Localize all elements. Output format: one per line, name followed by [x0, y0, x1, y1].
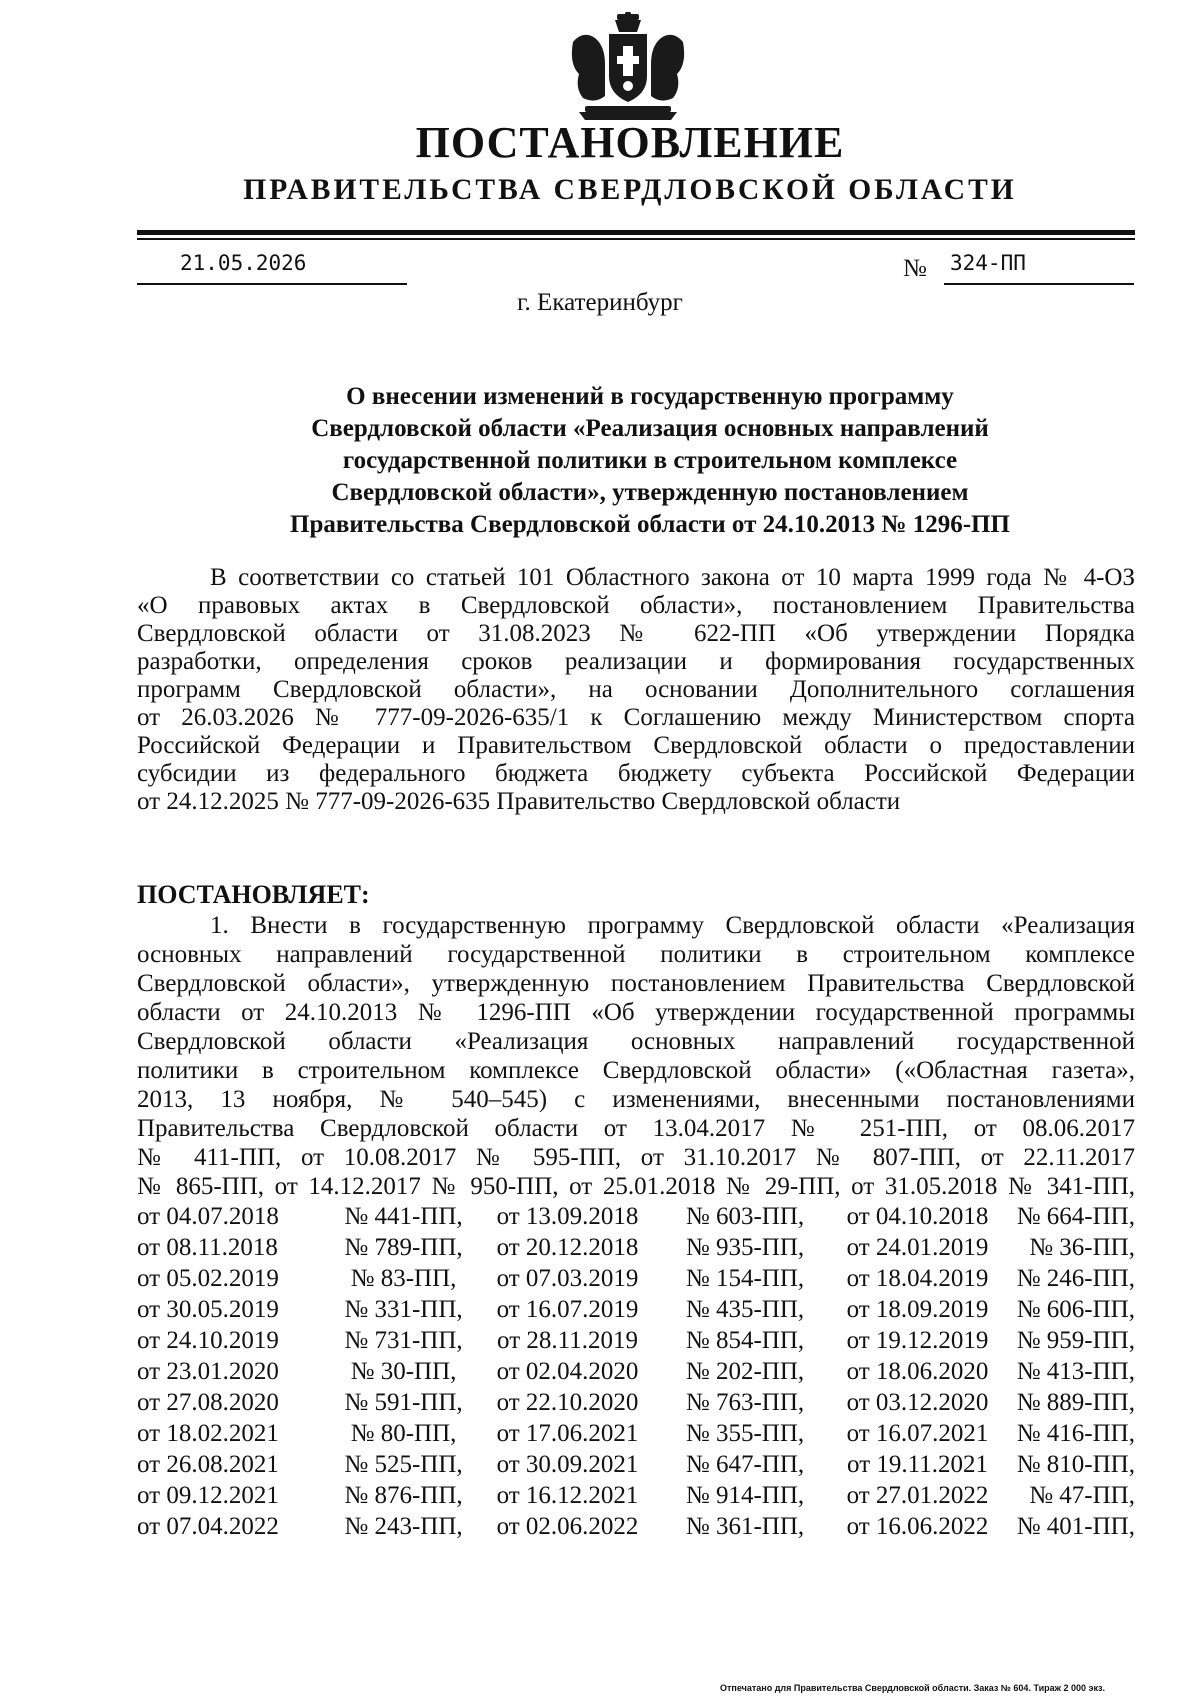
document-heading — [200, 381, 1100, 541]
item1-line: политики в строительном комплексе Свердловской области» («Областная газета», — [137, 1057, 1135, 1084]
reference-date: от 02.04.2020 — [496, 1358, 639, 1385]
reference-number: № 731-ПП, — [344, 1327, 463, 1354]
reference-date: от 23.01.2020 — [137, 1358, 279, 1385]
reference-date: от 24.10.2019 — [137, 1327, 279, 1354]
reference-row — [137, 1232, 1135, 1263]
issuing-authority: ПРАВИТЕЛЬСТВА СВЕРДЛОВСКОЙ ОБЛАСТИ — [243, 174, 1017, 206]
reference-row — [137, 1356, 1135, 1387]
reference-row — [137, 1480, 1135, 1511]
heading-line: Правительства Свердловской области от 24.10.2013 № 1296-ПП — [290, 511, 1010, 538]
reference-date: от 13.09.2018 — [496, 1203, 639, 1230]
reference-number: № 959-ПП, — [1016, 1327, 1135, 1354]
document-title: ПОСТАНОВЛЕНИЕ — [415, 118, 845, 167]
reference-date: от 16.07.2021 — [846, 1420, 989, 1447]
reference-date: от 18.09.2019 — [846, 1296, 989, 1323]
reference-number: № 30-ПП, — [350, 1358, 457, 1385]
number-underline — [944, 283, 1134, 285]
reference-number: № 810-ПП, — [1016, 1451, 1135, 1478]
reference-date: от 18.02.2021 — [137, 1420, 279, 1447]
reference-number: № 401-ПП, — [1016, 1513, 1135, 1540]
preamble-line: от 24.12.2025 № 777-09-2026-635 Правительство Свердловской области — [137, 788, 901, 815]
item1-line: области от 24.10.2013 № 1296-ПП «Об утверждении государственной программы — [137, 999, 1135, 1026]
reference-date: от 20.12.2018 — [496, 1234, 639, 1261]
item1-line: № 411-ПП, от 10.08.2017 № 595-ПП, от 31.10.2017 № 807-ПП, от 22.11.2017 — [137, 1144, 1135, 1171]
document-number: 324-ПП — [950, 251, 1026, 275]
heading-line: государственной политики в строительном комплексе — [342, 447, 958, 474]
reference-number: № 525-ПП, — [344, 1451, 463, 1478]
item1-line: 1. Внести в государственную программу Свердловской области «Реализация — [210, 912, 1135, 939]
reference-number: № 416-ПП, — [1016, 1420, 1135, 1447]
reference-number: № 36-ПП, — [1029, 1234, 1135, 1261]
number-sign: № — [903, 255, 927, 282]
reference-date: от 18.04.2019 — [846, 1265, 989, 1292]
reference-number: № 876-ПП, — [344, 1482, 463, 1509]
reference-date: от 26.08.2021 — [137, 1451, 279, 1478]
reference-date: от 07.04.2022 — [137, 1513, 279, 1540]
reference-row — [137, 1325, 1135, 1356]
reference-number: № 441-ПП, — [344, 1203, 463, 1230]
preamble-line: «О правовых актах в Свердловской области», постановлением Правительства — [137, 592, 1135, 619]
preamble-line: разработки, определения сроков реализации и формирования государственных — [137, 648, 1135, 675]
reference-number: № 606-ПП, — [1016, 1296, 1135, 1323]
reference-date: от 30.05.2019 — [137, 1296, 279, 1323]
item1-line: 2013, 13 ноября, № 540–545) с изменениями, внесенными постановлениями — [137, 1086, 1135, 1113]
reference-date: от 24.01.2019 — [846, 1234, 989, 1261]
reference-date: от 08.11.2018 — [137, 1234, 278, 1261]
preamble-line: субсидии из федерального бюджета бюджету субъекта Российской Федерации — [137, 760, 1135, 787]
reference-date: от 02.06.2022 — [496, 1513, 639, 1540]
reference-date: от 19.12.2019 — [846, 1327, 989, 1354]
reference-date: от 30.09.2021 — [496, 1451, 639, 1478]
reference-date: от 17.06.2021 — [496, 1420, 639, 1447]
reference-number: № 647-ПП, — [685, 1451, 805, 1478]
reference-number: № 361-ПП, — [685, 1513, 805, 1540]
reference-number: № 83-ПП, — [350, 1265, 457, 1292]
date-underline — [137, 283, 407, 285]
reference-number: № 789-ПП, — [344, 1234, 463, 1261]
reference-number: № 47-ПП, — [1029, 1482, 1135, 1509]
reference-row — [137, 1511, 1135, 1542]
reference-date: от 05.02.2019 — [137, 1265, 279, 1292]
preamble-line: Российской Федерации и Правительством Свердловской области о предоставлении — [137, 732, 1135, 759]
item1-line: Свердловской области», утвержденную постановлением Правительства Свердловской — [137, 970, 1135, 997]
reference-date: от 04.10.2018 — [846, 1203, 989, 1230]
reference-date: от 16.12.2021 — [496, 1482, 639, 1509]
reference-number: № 243-ПП, — [344, 1513, 463, 1540]
preamble-line: В соответствии со статьей 101 Областного закона от 10 марта 1999 года № 4-ОЗ — [210, 564, 1135, 591]
reference-number: № 854-ПП, — [685, 1327, 805, 1354]
reference-number: № 331-ПП, — [344, 1296, 463, 1323]
reference-number: № 591-ПП, — [344, 1389, 463, 1416]
reference-number: № 603-ПП, — [685, 1203, 805, 1230]
heading-line: Свердловской области», утвержденную постановлением — [331, 479, 969, 506]
reference-number: № 889-ПП, — [1016, 1389, 1135, 1416]
reference-date: от 28.11.2019 — [497, 1327, 638, 1354]
reference-date: от 16.06.2022 — [846, 1513, 989, 1540]
reference-number: № 80-ПП, — [350, 1420, 457, 1447]
preamble-line: Свердловской области от 31.08.2023 № 622-ПП «Об утверждении Порядка — [137, 620, 1135, 647]
reference-number: № 664-ПП, — [1016, 1203, 1135, 1230]
reference-date: от 09.12.2021 — [137, 1482, 279, 1509]
reference-row — [137, 1449, 1135, 1480]
preamble-line: от 26.03.2026 № 777-09-2026-635/1 к Соглашению между Министерством спорта — [137, 704, 1135, 731]
reference-number: № 202-ПП, — [685, 1358, 805, 1385]
item1-line: Правительства Свердловской области от 13.04.2017 № 251-ПП, от 08.06.2017 — [137, 1115, 1135, 1142]
coat-of-arms-emblem — [565, 12, 691, 124]
heading-line: Свердловской области «Реализация основных направлений — [311, 415, 989, 442]
preamble-line: программ Свердловской области», на основании Дополнительного соглашения — [137, 676, 1135, 703]
header-rule-thick — [137, 230, 1135, 235]
reference-date: от 16.07.2019 — [496, 1296, 639, 1323]
reference-number: № 914-ПП, — [685, 1482, 805, 1509]
reference-date: от 03.12.2020 — [846, 1389, 989, 1416]
reference-row — [137, 1201, 1135, 1232]
amendment-references-table — [137, 1201, 1135, 1542]
city: г. Екатеринбург — [517, 289, 683, 316]
reference-date: от 18.06.2020 — [846, 1358, 989, 1385]
item1-line: Свердловской области «Реализация основных направлений государственной — [137, 1028, 1135, 1055]
resolves-heading: ПОСТАНОВЛЯЕТ: — [137, 880, 370, 909]
header-rule-thin — [137, 238, 1135, 240]
reference-number: № 154-ПП, — [685, 1265, 805, 1292]
reference-number: № 935-ПП, — [685, 1234, 805, 1261]
reference-row — [137, 1387, 1135, 1418]
reference-number: № 355-ПП, — [685, 1420, 805, 1447]
reference-row — [137, 1418, 1135, 1449]
document-date: 21.05.2026 — [180, 251, 307, 275]
reference-date: от 22.10.2020 — [496, 1389, 639, 1416]
reference-row — [137, 1263, 1135, 1294]
reference-date: от 27.01.2022 — [846, 1482, 989, 1509]
reference-number: № 246-ПП, — [1016, 1265, 1135, 1292]
reference-number: № 435-ПП, — [685, 1296, 805, 1323]
reference-date: от 07.03.2019 — [496, 1265, 639, 1292]
reference-date: от 27.08.2020 — [137, 1389, 279, 1416]
heading-line: О внесении изменений в государственную программу — [346, 383, 954, 410]
item1-line: № 865-ПП, от 14.12.2017 № 950-ПП, от 25.01.2018 № 29-ПП, от 31.05.2018 № 341-ПП, — [137, 1173, 1135, 1200]
reference-row — [137, 1294, 1135, 1325]
reference-number: № 763-ПП, — [685, 1389, 805, 1416]
reference-date: от 04.07.2018 — [137, 1203, 279, 1230]
item1-line: основных направлений государственной политики в строительном комплексе — [137, 941, 1135, 968]
reference-date: от 19.11.2021 — [847, 1451, 988, 1478]
reference-number: № 413-ПП, — [1016, 1358, 1135, 1385]
print-imprint: Отпечатано для Правительства Свердловской области. Заказ № 604. Тираж 2 000 экз. — [720, 1683, 1105, 1693]
